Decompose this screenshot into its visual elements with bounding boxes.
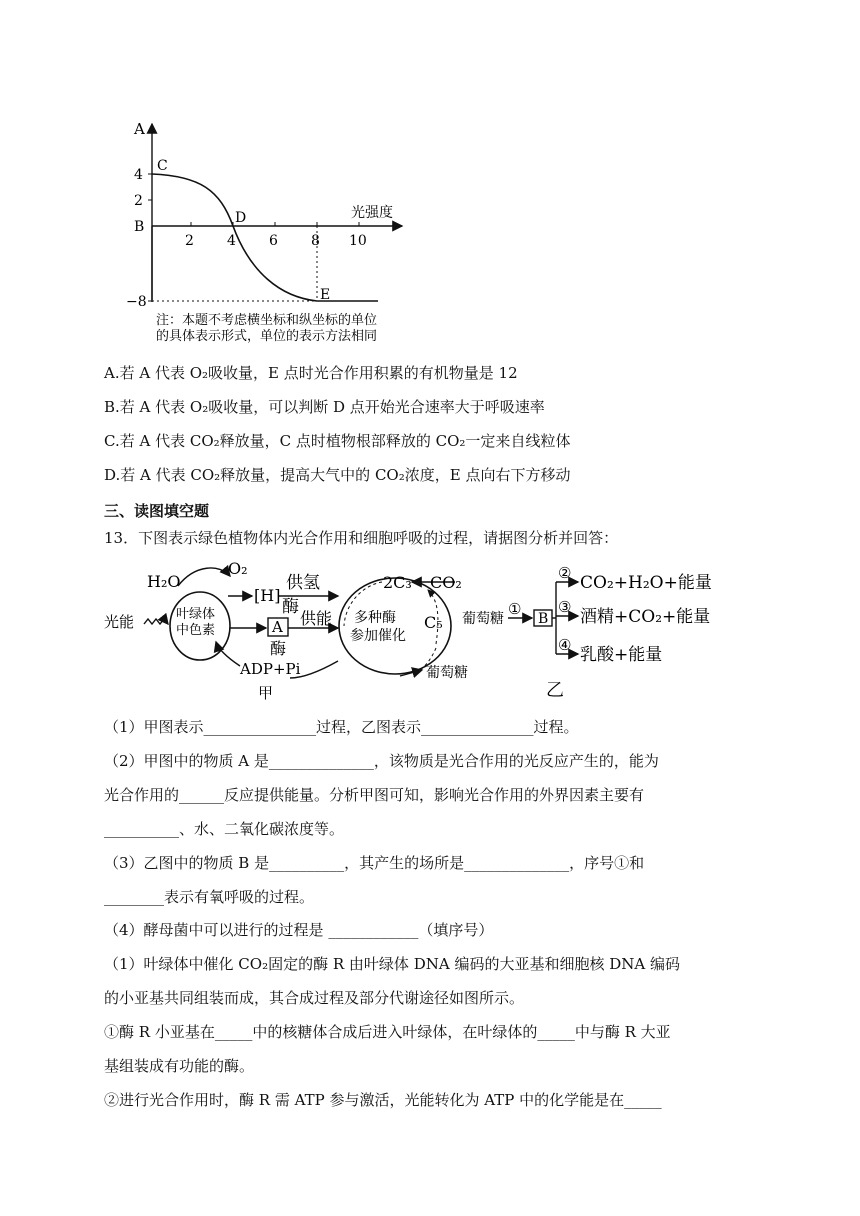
h2o-label: H₂O <box>147 572 181 591</box>
c3-label: 2C₃ <box>383 573 412 592</box>
q-line: 的小亚基共同组装而成，其合成过程及部分代谢途径如图所示。 <box>104 989 525 1007</box>
enzyme1-label: 酶 <box>282 597 299 617</box>
co2-label: CO₂ <box>430 573 462 592</box>
product-aerobic: CO₂+H₂O+能量 <box>580 573 712 593</box>
o2-label: O₂ <box>228 559 248 578</box>
enzyme-text-line1: 多种酶 <box>354 610 396 626</box>
graph-note-line1: 注：本题不考虑横坐标和纵坐标的单位 <box>156 313 378 328</box>
point-e-label: E <box>320 287 331 303</box>
step-2-label: ② <box>558 564 572 582</box>
q-line: （4）酵母菌中可以进行的过程是 ____________（填序号） <box>104 921 494 939</box>
q13-intro: 13．下图表示绿色植物体内光合作用和细胞呼吸的过程，请据图分析并回答： <box>104 529 619 547</box>
y-axis-label: A <box>134 120 145 138</box>
q-line: （2）甲图中的物质 A 是______________，该物质是光合作用的光反应产生的，能为 <box>104 752 659 770</box>
q-line: （1）甲图表示_______________过程，乙图表示_______________过程。 <box>104 718 579 736</box>
x-tick-4: 4 <box>227 233 236 249</box>
section-title: 三、读图填空题 <box>104 502 210 520</box>
option-d: D.若 A 代表 CO₂释放量，提高大气中的 CO₂浓度，E 点向右下方移动 <box>104 466 571 484</box>
y-tick-b: B <box>134 219 145 235</box>
q-line: __________、水、二氧化碳浓度等。 <box>104 820 345 838</box>
step-3-label: ③ <box>558 598 572 616</box>
diagram-yi-label: 乙 <box>546 680 564 700</box>
product-lactic: 乳酸+能量 <box>580 645 663 665</box>
adp-label: ADP+Pi <box>240 660 301 678</box>
q-line: ________表示有氧呼吸的过程。 <box>104 888 315 906</box>
c5-label: C₅ <box>424 613 443 632</box>
point-c-label: C <box>157 158 168 174</box>
q-line: 基组装成有功能的酶。 <box>104 1057 255 1075</box>
chloro-line2: 中色素 <box>176 623 216 638</box>
y-tick-2: 2 <box>134 193 143 209</box>
step-1-label: ① <box>508 600 522 618</box>
q-line: ①酶 R 小亚基在_____中的核糖体合成后进入叶绿体，在叶绿体的_____中与酶 R 大亚 <box>104 1023 671 1041</box>
gong-qing-label: 供氢 <box>286 573 320 593</box>
x-tick-6: 6 <box>269 233 278 249</box>
enzyme-text-line2: 参加催化 <box>350 628 406 644</box>
light-intensity-graph <box>120 112 420 352</box>
diagram-jia-label: 甲 <box>258 684 274 702</box>
x-tick-10: 10 <box>349 233 367 249</box>
q-line: ②进行光合作用时，酶 R 需 ATP 参与激活，光能转化为 ATP 中的化学能是在_____ <box>104 1091 662 1109</box>
x-axis-label: 光强度 <box>351 205 393 221</box>
box-b-label: B <box>538 611 549 627</box>
x-tick-8: 8 <box>311 233 320 249</box>
x-tick-2: 2 <box>185 233 194 249</box>
light-wave-arrow <box>144 619 168 624</box>
gong-neng-label: 供能 <box>300 609 333 628</box>
box-a-label: A <box>272 618 283 636</box>
graph-note-line2: 的具体表示形式，单位的表示方法相同 <box>156 329 378 344</box>
light-energy-label: 光能 <box>104 613 135 631</box>
q-line: （3）乙图中的物质 B 是__________，其产生的场所是______________，序号①和 <box>104 854 645 872</box>
glucose-product-label: 葡萄糖 <box>426 665 468 681</box>
chloro-line1: 叶绿体 <box>176 607 216 622</box>
option-b: B.若 A 代表 O₂吸收量，可以判断 D 点开始光合速率大于呼吸速率 <box>104 398 545 416</box>
product-alcohol: 酒精+CO₂+能量 <box>580 607 711 627</box>
enzyme2-label: 酶 <box>270 639 287 658</box>
q-line: （1）叶绿体中催化 CO₂固定的酶 R 由叶绿体 DNA 编码的大亚基和细胞核 DNA 编码 <box>104 955 680 973</box>
q-line: 光合作用的______反应提供能量。分析甲图可知，影响光合作用的外界因素主要有 <box>104 786 645 804</box>
option-c: C.若 A 代表 CO₂释放量，C 点时植物根部释放的 CO₂一定来自线粒体 <box>104 432 571 450</box>
h-label: [H] <box>254 586 281 605</box>
yi-glucose-label: 葡萄糖 <box>462 611 504 627</box>
diagram-yi <box>460 560 740 700</box>
point-d-label: D <box>235 210 247 226</box>
y-tick-min: −8 <box>126 294 147 310</box>
step-4-label: ④ <box>558 636 572 654</box>
y-tick-4: 4 <box>134 167 143 183</box>
diagram-jia <box>100 556 500 704</box>
option-a: A.若 A 代表 O₂吸收量，E 点时光合作用积累的有机物量是 12 <box>104 364 518 382</box>
